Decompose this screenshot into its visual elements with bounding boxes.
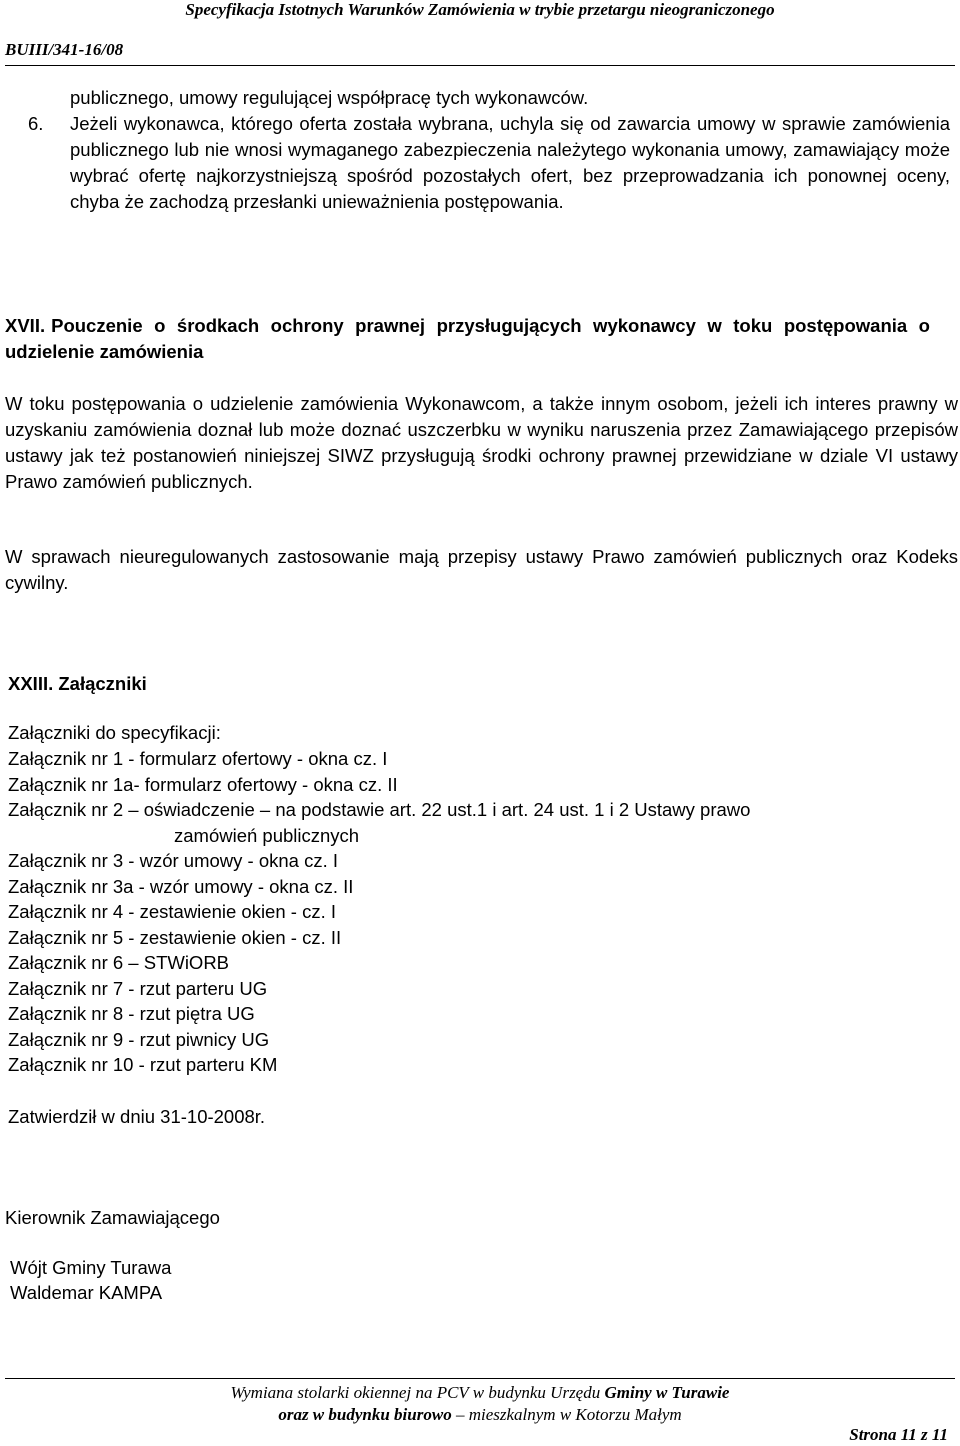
attachments-list — [8, 746, 750, 1078]
footer-line-1-main: Wymiana stolarki okiennej na PCV w budynku Urzędu — [230, 1383, 605, 1402]
page-number: Strona 11 z 11 — [849, 1425, 948, 1444]
header-reference: BUIII/341-16/08 — [5, 40, 124, 59]
attachment-item: Załącznik nr 2 – oświadczenie – na podstawie art. 22 ust.1 i art. 24 ust. 1 i 2 Ustawy prawo — [8, 799, 751, 820]
footer-line-1-bold: Gminy w Turawie — [604, 1383, 730, 1402]
footer-divider — [5, 1378, 955, 1379]
continuation-text: publicznego, umowy regulującej współpracę tych wykonawców. — [70, 87, 589, 108]
attachment-item: Załącznik nr 1 - formularz ofertowy - okna cz. I — [8, 748, 388, 769]
signature-name: Waldemar KAMPA — [10, 1282, 163, 1303]
attachment-item: Załącznik nr 3 - wzór umowy - okna cz. I — [8, 850, 339, 871]
attachment-item: Załącznik nr 10 - rzut parteru KM — [8, 1054, 278, 1075]
attachment-item: Załącznik nr 4 - zestawienie okien - cz. I — [8, 901, 336, 922]
attachment-item: Załącznik nr 3a - wzór umowy - okna cz. II — [8, 875, 354, 897]
header-title: Specyfikacja Istotnych Warunków Zamówienia w trybie przetargu nieograniczonego — [185, 0, 775, 19]
section-17-heading-text: Pouczenie o środkach ochrony prawnej przysługujących wykonawcy w toku postępowania o udzielenie zamówienia — [5, 315, 930, 362]
attachment-item-continuation: zamówień publicznych — [174, 824, 360, 846]
section-17-paragraph-1: W toku postępowania o udzielenie zamówienia Wykonawcom, a także innym osobom, jeżeli ich interes prawny w uzyskaniu zamówienia doznał lub może doznać uszczerbku w wyniku naruszenia przez Zamawiającego przepisów ustawy jak też postanowień niniejszej SIWZ przysługują środki ochrony prawnej przewidziane w dziale VI ustawy Prawo zamówień publicznych. — [5, 393, 958, 492]
attachments-intro: Załączniki do specyfikacji: — [8, 722, 221, 743]
item-6-number: 6. — [28, 113, 44, 134]
section-17-heading — [5, 313, 930, 365]
section-23-title: XXIII. Załączniki — [8, 673, 147, 694]
footer-line-2-bold: oraz w budynku biurowo — [278, 1405, 452, 1424]
signature-position: Wójt Gminy Turawa — [10, 1257, 172, 1278]
approval-date: Zatwierdził w dniu 31-10-2008r. — [8, 1106, 266, 1127]
attachment-item: Załącznik nr 6 – STWiORB — [8, 952, 230, 973]
header-divider — [5, 65, 955, 66]
attachment-item: Załącznik nr 8 - rzut piętra UG — [8, 1003, 255, 1024]
footer-line-2 — [0, 1404, 960, 1426]
attachment-item: Załącznik nr 9 - rzut piwnicy UG — [8, 1028, 270, 1050]
attachment-item: Załącznik nr 7 - rzut parteru UG — [8, 977, 268, 999]
footer-line-2-main: – mieszkalnym w Kotorzu Małym — [451, 1405, 682, 1424]
footer-line-1 — [0, 1382, 960, 1404]
attachment-item: Załącznik nr 5 - zestawienie okien - cz. II — [8, 926, 342, 948]
section-17-paragraph-2: W sprawach nieuregulowanych zastosowanie mają przepisy ustawy Prawo zamówień publicznych oraz Kodeks cywilny. — [5, 546, 958, 593]
attachment-item: Załącznik nr 1a- formularz ofertowy - okna cz. II — [8, 773, 398, 795]
section-17-label: XVII. — [5, 315, 46, 336]
item-6-text: Jeżeli wykonawca, którego oferta została wybrana, uchyla się od zawarcia umowy w sprawie zamówienia publicznego lub nie wnosi wymaganego zabezpieczenia należytego wykonania umowy, zamawiający może wybrać ofertę najkorzystniejszą spośród pozostałych ofert, bez przeprowadzania ich ponownej oceny, chyba że zachodzą przesłanki unieważnienia postępowania. — [70, 113, 950, 212]
signature-role: Kierownik Zamawiającego — [5, 1207, 220, 1228]
